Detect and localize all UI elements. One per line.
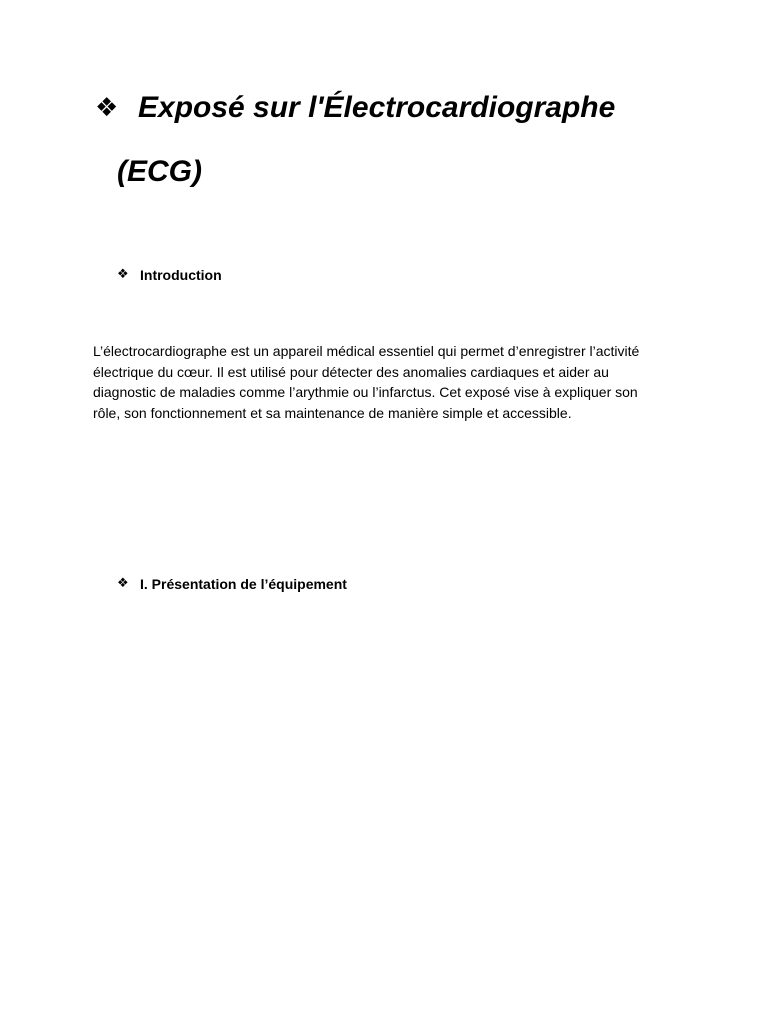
title-line-1: [95, 84, 715, 132]
diamond-bullet-icon: ❖: [95, 93, 119, 123]
title-line-2: (ECG): [117, 155, 202, 188]
section-heading-presentation: [117, 573, 347, 595]
section-heading-introduction: [117, 264, 222, 286]
diamond-bullet-icon: ❖: [117, 576, 129, 591]
section-heading-text: I. Présentation de l’équipement: [140, 576, 347, 592]
diamond-bullet-icon: ❖: [117, 267, 129, 282]
title-text: Exposé sur l'Électrocardiographe: [138, 91, 616, 124]
intro-paragraph: L’électrocardiographe est un appareil médical essentiel qui permet d’enregistrer l’activité électrique du cœur. Il est utilisé pour détecter des anomalies cardiaques et aider au diagnostic de maladies comme l’arythmie ou l’infarctus. Cet exposé vise à expliquer son rôle, son fonctionnement et sa maintenance de manière simple et accessible.: [93, 343, 640, 421]
document-title: [95, 84, 715, 188]
section-heading-text: Introduction: [140, 267, 222, 283]
